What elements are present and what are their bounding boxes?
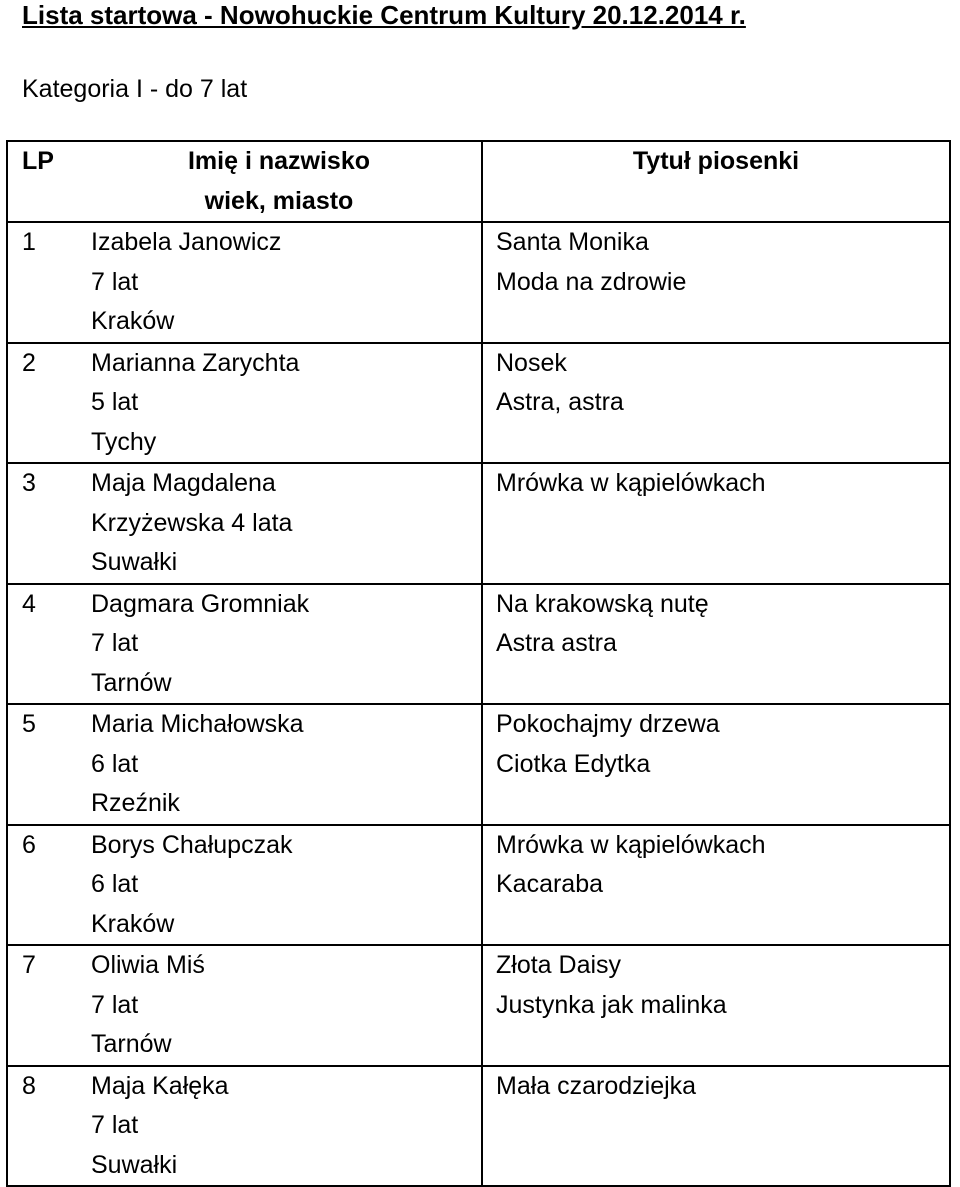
participant-name: Maja Kałęka bbox=[91, 1071, 229, 1100]
songs-cell bbox=[482, 584, 950, 705]
category-heading: Kategoria I - do 7 lat bbox=[22, 75, 248, 103]
participant-name: Maja Magdalena bbox=[91, 469, 276, 497]
table-row bbox=[7, 463, 950, 584]
song-title: Mrówka w kąpielówkach bbox=[496, 469, 766, 497]
songs-cell bbox=[482, 704, 950, 825]
participant-city: Suwałki bbox=[91, 1150, 178, 1179]
songs-cell bbox=[482, 945, 950, 1066]
song-title: Santa Monika bbox=[496, 228, 649, 256]
song-title: Pokochajmy drzewa bbox=[496, 710, 720, 738]
header-song: Tytuł piosenki bbox=[482, 141, 950, 222]
participant-name: Maria Michałowska bbox=[91, 710, 304, 738]
song-title: Kacaraba bbox=[496, 870, 604, 898]
songs-cell bbox=[482, 463, 950, 584]
participant-city: Rzeźnik bbox=[91, 789, 180, 817]
song-title: Justynka jak malinka bbox=[496, 990, 727, 1019]
table-header-row bbox=[7, 141, 950, 222]
songs-cell bbox=[482, 343, 950, 464]
row-number: 8 bbox=[7, 1066, 77, 1187]
song-title: Na krakowską nutę bbox=[496, 589, 709, 618]
row-number: 1 bbox=[7, 222, 77, 343]
table-row bbox=[7, 1066, 950, 1187]
songs-cell bbox=[482, 222, 950, 343]
songs-cell bbox=[482, 1066, 950, 1187]
songs-cell bbox=[482, 825, 950, 946]
table-row bbox=[7, 825, 950, 946]
table-row bbox=[7, 584, 950, 705]
row-number: 3 bbox=[7, 463, 77, 584]
song-title: Nosek bbox=[496, 348, 567, 377]
participant-cell bbox=[77, 463, 482, 584]
participant-cell bbox=[77, 222, 482, 343]
participant-age: 7 lat bbox=[91, 990, 139, 1019]
participant-city: Kraków bbox=[91, 909, 175, 938]
row-number: 4 bbox=[7, 584, 77, 705]
participant-cell bbox=[77, 945, 482, 1066]
participant-city: Suwałki bbox=[91, 548, 178, 576]
participant-city: Tarnów bbox=[91, 668, 172, 697]
song-title: Ciotka Edytka bbox=[496, 749, 651, 778]
header-name-line2: wiek, miasto bbox=[204, 186, 354, 215]
row-number: 5 bbox=[7, 704, 77, 825]
song-title: Mrówka w kąpielówkach bbox=[496, 830, 766, 859]
start-list-table bbox=[6, 140, 951, 1187]
row-number: 6 bbox=[7, 825, 77, 946]
participant-age: Krzyżewska 4 lata bbox=[91, 508, 293, 537]
song-title: Astra, astra bbox=[496, 388, 624, 416]
song-title: Moda na zdrowie bbox=[496, 267, 687, 296]
row-number: 2 bbox=[7, 343, 77, 464]
song-title: Złota Daisy bbox=[496, 951, 622, 979]
participant-name: Marianna Zarychta bbox=[91, 348, 300, 377]
table-row bbox=[7, 343, 950, 464]
table-row bbox=[7, 945, 950, 1066]
participant-age: 7 lat bbox=[91, 629, 139, 657]
participant-cell bbox=[77, 825, 482, 946]
participant-age: 5 lat bbox=[91, 388, 139, 416]
participant-cell bbox=[77, 704, 482, 825]
participant-age: 6 lat bbox=[91, 870, 139, 898]
participant-age: 6 lat bbox=[91, 749, 139, 778]
participant-name: Izabela Janowicz bbox=[91, 228, 282, 256]
participant-age: 7 lat bbox=[91, 1111, 139, 1139]
page-title: Lista startowa - Nowohuckie Centrum Kultury 20.12.2014 r. bbox=[22, 0, 746, 30]
participant-city: Kraków bbox=[91, 307, 175, 335]
song-title: Mała czarodziejka bbox=[496, 1071, 697, 1100]
participant-city: Tarnów bbox=[91, 1030, 172, 1058]
participant-cell bbox=[77, 1066, 482, 1187]
participant-cell bbox=[77, 343, 482, 464]
participant-name: Borys Chałupczak bbox=[91, 830, 293, 859]
participant-age: 7 lat bbox=[91, 267, 139, 296]
header-name-line1: Imię i nazwisko bbox=[187, 147, 370, 175]
participant-name: Oliwia Miś bbox=[91, 951, 205, 979]
participant-city: Tychy bbox=[91, 427, 157, 456]
table-row bbox=[7, 704, 950, 825]
header-name bbox=[77, 141, 482, 222]
table-row bbox=[7, 222, 950, 343]
row-number: 7 bbox=[7, 945, 77, 1066]
header-lp: LP bbox=[7, 141, 77, 222]
participant-name: Dagmara Gromniak bbox=[91, 589, 310, 618]
participant-cell bbox=[77, 584, 482, 705]
song-title: Astra astra bbox=[496, 629, 617, 657]
table-body bbox=[7, 222, 950, 1186]
